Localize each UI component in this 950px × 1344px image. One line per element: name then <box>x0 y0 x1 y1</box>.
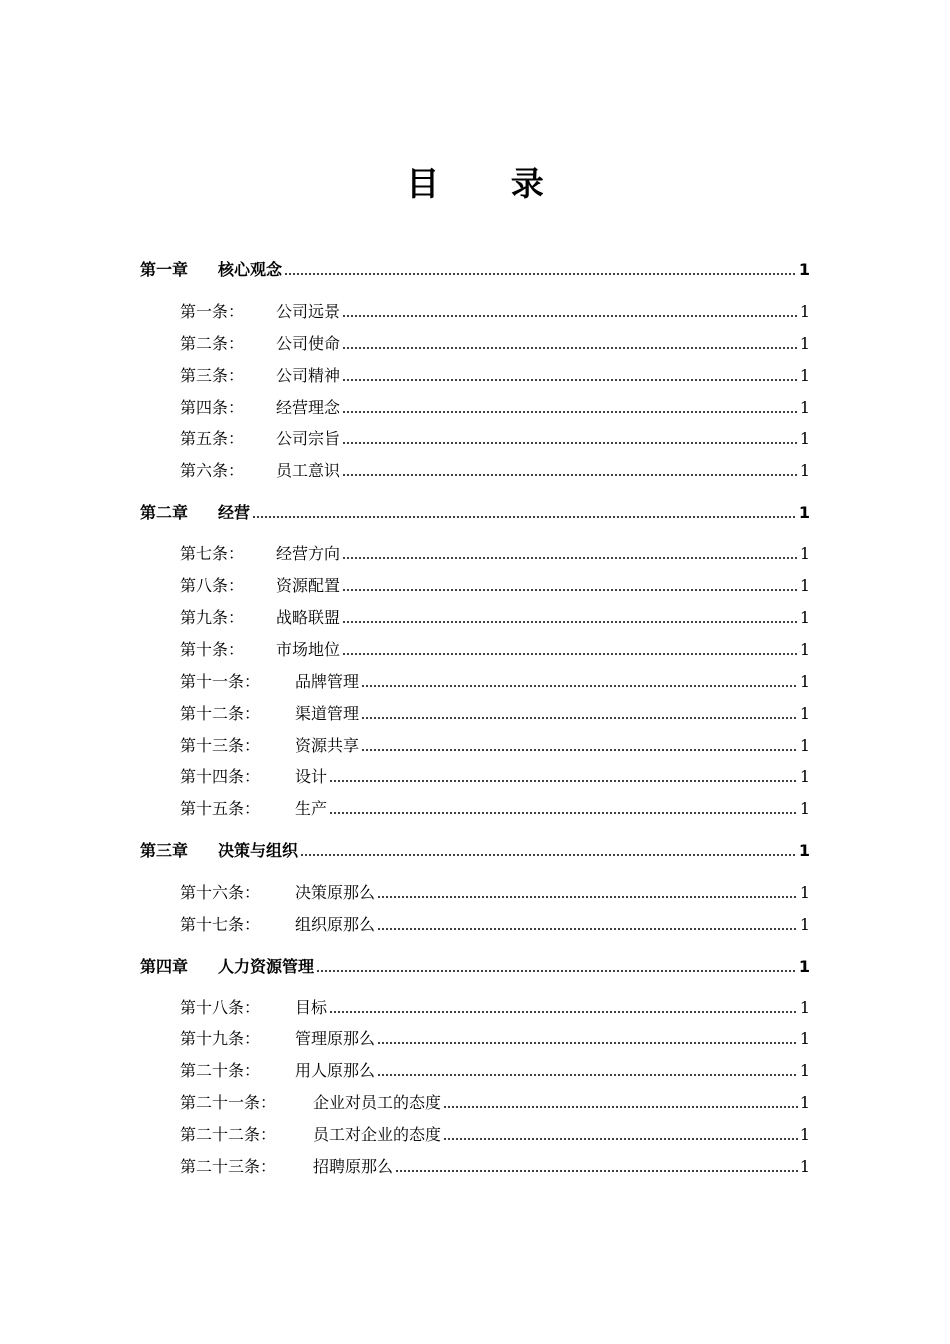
toc-entry-title: 员工对企业的态度 <box>313 1125 442 1144</box>
toc-article-entry[interactable] <box>180 795 810 819</box>
toc-dot-leader <box>377 1041 798 1045</box>
toc-article-entry[interactable] <box>180 636 810 660</box>
toc-article-entry[interactable] <box>180 1153 810 1177</box>
toc-page-number: 1 <box>799 1061 810 1080</box>
toc-entry-number: 第七条： <box>180 544 245 563</box>
toc-entry-number: 第二章 <box>140 503 189 522</box>
toc-entry-title: 招聘原那么 <box>313 1157 394 1176</box>
toc-entry-title: 企业对员工的态度 <box>313 1093 442 1112</box>
toc-page-number: 1 <box>799 704 810 723</box>
toc-entry-number: 第十九条： <box>180 1029 261 1048</box>
toc-article-entry[interactable] <box>180 362 810 386</box>
toc-entry-title: 管理原那么 <box>295 1029 376 1048</box>
toc-page-number: 1 <box>799 366 810 385</box>
toc-page-number: 1 <box>798 841 810 860</box>
toc-chapter-entry[interactable] <box>140 499 810 523</box>
toc-dot-leader <box>342 556 798 560</box>
toc-article-entry[interactable] <box>180 572 810 596</box>
toc-entry-number: 第十八条： <box>180 998 261 1017</box>
toc-entry-number: 第二十三条： <box>180 1157 277 1176</box>
toc-dot-leader <box>342 441 798 445</box>
toc-entry-title: 决策原那么 <box>295 883 376 902</box>
toc-entry-title: 组织原那么 <box>295 915 376 934</box>
toc-entry-number: 第二十一条： <box>180 1093 277 1112</box>
toc-entry-title: 员工意识 <box>276 461 341 480</box>
toc-dot-leader <box>342 473 798 477</box>
toc-entry-title: 公司精神 <box>276 366 341 385</box>
toc-dot-leader <box>361 684 798 688</box>
toc-dot-leader <box>361 748 798 752</box>
toc-article-entry[interactable] <box>180 732 810 756</box>
toc-article-entry[interactable] <box>180 763 810 787</box>
toc-entry-title: 资源共享 <box>295 736 360 755</box>
toc-article-entry[interactable] <box>180 994 810 1018</box>
toc-page-number: 1 <box>799 1157 810 1176</box>
toc-page-number: 1 <box>799 398 810 417</box>
toc-page-number: 1 <box>799 767 810 786</box>
toc-chapter-entry[interactable] <box>140 256 810 280</box>
toc-entry-number: 第十一条： <box>180 672 261 691</box>
toc-entry-number: 第二条： <box>180 334 245 353</box>
toc-page-number: 1 <box>798 260 810 279</box>
toc-dot-leader <box>395 1169 798 1173</box>
toc-entry-number: 第十条： <box>180 640 245 659</box>
toc-entry-title: 用人原那么 <box>295 1061 376 1080</box>
toc-page-number: 1 <box>799 998 810 1017</box>
toc-chapter-entry[interactable] <box>140 837 810 861</box>
toc-entry-number: 第十五条： <box>180 799 261 818</box>
toc-dot-leader <box>342 378 798 382</box>
toc-entry-title: 经营理念 <box>276 398 341 417</box>
toc-article-entry[interactable] <box>180 911 810 935</box>
toc-entry-title: 目标 <box>295 998 328 1017</box>
toc-page-number: 1 <box>799 608 810 627</box>
toc-dot-leader <box>316 969 797 973</box>
toc-entry-number: 第十三条： <box>180 736 261 755</box>
toc-entry-number: 第二十条： <box>180 1061 261 1080</box>
toc-dot-leader <box>329 1010 798 1014</box>
toc-entry-title: 公司宗旨 <box>276 429 341 448</box>
toc-dot-leader <box>377 927 798 931</box>
toc-entry-title: 经营 <box>218 503 251 522</box>
toc-entry-number: 第一章 <box>140 260 189 279</box>
toc-article-entry[interactable] <box>180 700 810 724</box>
toc-page-number: 1 <box>799 302 810 321</box>
toc-dot-leader <box>342 620 798 624</box>
toc-entry-number: 第八条： <box>180 576 245 595</box>
toc-dot-leader <box>300 853 797 857</box>
toc-page-number: 1 <box>799 915 810 934</box>
toc-entry-number: 第九条： <box>180 608 245 627</box>
toc-article-entry[interactable] <box>180 425 810 449</box>
toc-entry-number: 第一条： <box>180 302 245 321</box>
toc-entry-title: 公司使命 <box>276 334 341 353</box>
toc-dot-leader <box>342 346 798 350</box>
toc-dot-leader <box>443 1137 798 1141</box>
toc-entry-number: 第十四条： <box>180 767 261 786</box>
toc-entry-title: 核心观念 <box>218 260 283 279</box>
toc-article-entry[interactable] <box>180 668 810 692</box>
toc-chapter-entry[interactable] <box>140 953 810 977</box>
toc-page-number: 1 <box>799 429 810 448</box>
toc-page-number: 1 <box>799 640 810 659</box>
toc-entry-title: 决策与组织 <box>218 841 299 860</box>
toc-dot-leader <box>329 811 798 815</box>
toc-entry-title: 生产 <box>295 799 328 818</box>
toc-page-number: 1 <box>798 503 810 522</box>
toc-entry-number: 第六条： <box>180 461 245 480</box>
toc-article-entry[interactable] <box>180 298 810 322</box>
toc-dot-leader <box>342 314 798 318</box>
toc-entry-title: 经营方向 <box>276 544 341 563</box>
toc-page-number: 1 <box>799 544 810 563</box>
toc-page-number: 1 <box>799 576 810 595</box>
toc-entry-title: 人力资源管理 <box>218 957 315 976</box>
toc-entry-title: 公司远景 <box>276 302 341 321</box>
toc-entry-number: 第三章 <box>140 841 189 860</box>
toc-article-entry[interactable] <box>180 457 810 481</box>
toc-entry-title: 渠道管理 <box>295 704 360 723</box>
toc-dot-leader <box>284 272 797 276</box>
toc-dot-leader <box>443 1105 798 1109</box>
toc-page-number: 1 <box>799 736 810 755</box>
toc-page-number: 1 <box>799 1125 810 1144</box>
toc-dot-leader <box>377 895 798 899</box>
toc-page-number: 1 <box>798 957 810 976</box>
toc-entry-title: 设计 <box>295 767 328 786</box>
toc-entry-number: 第十六条： <box>180 883 261 902</box>
toc-dot-leader <box>252 515 797 519</box>
toc-article-entry[interactable] <box>180 330 810 354</box>
toc-article-entry[interactable] <box>180 1121 810 1145</box>
toc-page-number: 1 <box>799 799 810 818</box>
toc-page-number: 1 <box>799 883 810 902</box>
toc-page-number: 1 <box>799 1093 810 1112</box>
toc-article-entry[interactable] <box>180 1057 810 1081</box>
toc-article-entry[interactable] <box>180 540 810 564</box>
toc-dot-leader <box>329 779 798 783</box>
toc-entry-number: 第五条： <box>180 429 245 448</box>
toc-entry-number: 第十七条： <box>180 915 261 934</box>
toc-entry-number: 第二十二条： <box>180 1125 277 1144</box>
toc-entry-number: 第十二条： <box>180 704 261 723</box>
toc-dot-leader <box>342 410 798 414</box>
toc-article-entry[interactable] <box>180 1025 810 1049</box>
toc-entry-title: 品牌管理 <box>295 672 360 691</box>
toc-page-number: 1 <box>799 672 810 691</box>
toc-entry-number: 第四章 <box>140 957 189 976</box>
toc-article-entry[interactable] <box>180 879 810 903</box>
toc-dot-leader <box>377 1073 798 1077</box>
toc-article-entry[interactable] <box>180 604 810 628</box>
toc-page-number: 1 <box>799 1029 810 1048</box>
toc-entry-title: 市场地位 <box>276 640 341 659</box>
toc-dot-leader <box>361 716 798 720</box>
toc-article-entry[interactable] <box>180 1089 810 1113</box>
toc-article-entry[interactable] <box>180 394 810 418</box>
toc-dot-leader <box>342 652 798 656</box>
toc-page-number: 1 <box>799 334 810 353</box>
toc-entry-title: 战略联盟 <box>276 608 341 627</box>
toc-entry-title: 资源配置 <box>276 576 341 595</box>
toc-entry-number: 第四条： <box>180 398 245 417</box>
toc-page-number: 1 <box>799 461 810 480</box>
toc-title: 目 录 <box>406 164 574 203</box>
toc-entry-number: 第三条： <box>180 366 245 385</box>
toc-dot-leader <box>342 588 798 592</box>
